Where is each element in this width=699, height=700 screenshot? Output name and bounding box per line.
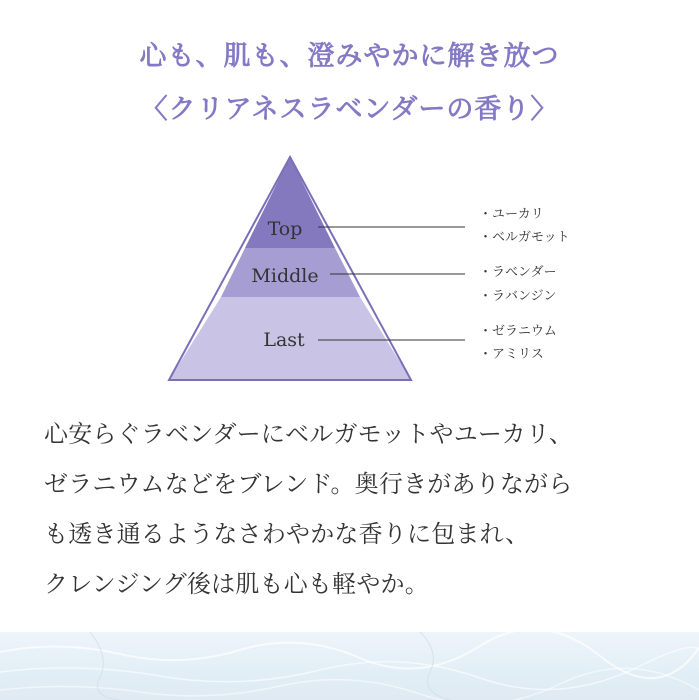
- note-middle-1: ・ラベンダー: [479, 265, 557, 280]
- fragrance-description: [44, 409, 684, 609]
- description-line-4: クレンジング後は肌も心も軽やか。: [44, 570, 429, 598]
- note-last-2: ・アミリス: [479, 347, 544, 362]
- water-texture-band: [0, 632, 699, 700]
- note-top-2: ・ベルガモット: [479, 230, 570, 245]
- description-line-3: も透き通るようなさわやかな香りに包まれ、: [44, 520, 530, 548]
- headline-line-2: 〈クリアネスラベンダーの香り〉: [140, 94, 559, 125]
- tier-label-top: Top: [267, 218, 303, 240]
- description-line-1: 心安らぐラベンダーにベルガモットやユーカリ、: [44, 420, 574, 448]
- note-top-1: ・ユーカリ: [479, 207, 544, 222]
- fragrance-note-pyramid: [0, 150, 699, 390]
- tier-label-last: Last: [263, 329, 305, 351]
- description-line-2: ゼラニウムなどをブレンド。奥行きがありながら: [44, 470, 573, 498]
- water-caustics-texture: [0, 632, 699, 700]
- headline-line-1: 心も、肌も、澄みやかに解き放つ: [139, 41, 560, 72]
- note-middle-2: ・ラバンジン: [479, 289, 557, 304]
- note-last-1: ・ゼラニウム: [479, 324, 557, 339]
- tier-label-middle: Middle: [251, 265, 319, 287]
